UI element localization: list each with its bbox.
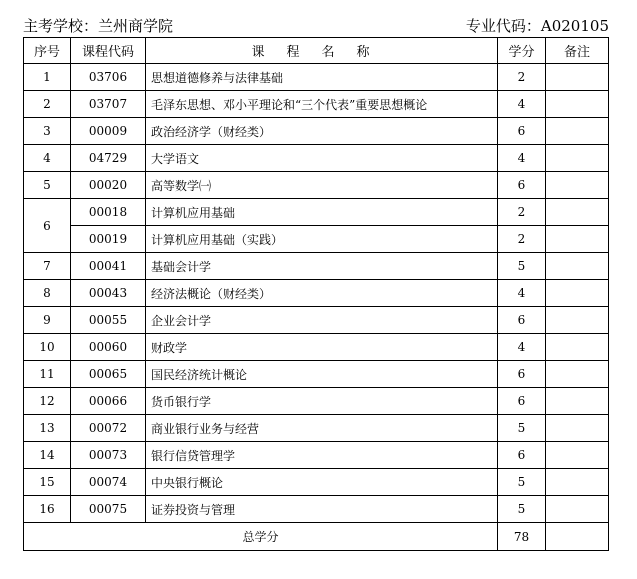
total-label: 总学分 (24, 523, 498, 551)
row-credits: 4 (498, 280, 546, 307)
row-code: 00066 (71, 388, 146, 415)
table-header-row (24, 38, 609, 64)
row-remarks (546, 442, 609, 469)
table-row (24, 64, 609, 91)
table-row (24, 496, 609, 523)
row-credits: 4 (498, 145, 546, 172)
row-remarks (546, 172, 609, 199)
row-code: 03706 (71, 64, 146, 91)
table-row (24, 118, 609, 145)
row-seq: 4 (24, 145, 71, 172)
table-row (24, 307, 609, 334)
row-remarks (546, 388, 609, 415)
table-row (24, 361, 609, 388)
row-remarks (546, 334, 609, 361)
row-name: 企业会计学 (146, 307, 498, 334)
row-seq: 1 (24, 64, 71, 91)
row-remarks (546, 64, 609, 91)
row-seq: 15 (24, 469, 71, 496)
row-code: 03707 (71, 91, 146, 118)
row-name: 货币银行学 (146, 388, 498, 415)
row-credits: 5 (498, 469, 546, 496)
row-seq: 8 (24, 280, 71, 307)
row-name: 毛泽东思想、邓小平理论和“三个代表”重要思想概论 (146, 91, 498, 118)
row-seq: 6 (24, 199, 71, 253)
row-name: 财政学 (146, 334, 498, 361)
row-name: 基础会计学 (146, 253, 498, 280)
row-seq: 7 (24, 253, 71, 280)
row-remarks (546, 280, 609, 307)
row-credits: 6 (498, 361, 546, 388)
header-remarks: 备注 (546, 38, 609, 64)
row-credits: 6 (498, 388, 546, 415)
row-credits: 2 (498, 64, 546, 91)
table-row (24, 145, 609, 172)
row-remarks (546, 145, 609, 172)
table-row (24, 199, 609, 226)
row-remarks (546, 253, 609, 280)
row-name: 大学语文 (146, 145, 498, 172)
row-code: 00043 (71, 280, 146, 307)
row-seq: 3 (24, 118, 71, 145)
table-row (24, 253, 609, 280)
row-code: 00075 (71, 496, 146, 523)
table-row (24, 469, 609, 496)
row-code: 00018 (71, 199, 146, 226)
row-code: 00019 (71, 226, 146, 253)
total-credits: 78 (498, 523, 546, 551)
row-name: 商业银行业务与经营 (146, 415, 498, 442)
row-credits: 4 (498, 91, 546, 118)
row-code: 00060 (71, 334, 146, 361)
row-credits: 4 (498, 334, 546, 361)
row-credits: 6 (498, 307, 546, 334)
course-table (23, 37, 609, 551)
row-name: 银行信贷管理学 (146, 442, 498, 469)
row-name: 证券投资与管理 (146, 496, 498, 523)
row-credits: 5 (498, 253, 546, 280)
row-code: 00065 (71, 361, 146, 388)
row-seq: 2 (24, 91, 71, 118)
row-seq: 12 (24, 388, 71, 415)
row-seq: 10 (24, 334, 71, 361)
row-code: 00055 (71, 307, 146, 334)
row-credits: 2 (498, 199, 546, 226)
table-row (24, 91, 609, 118)
total-row (24, 523, 609, 551)
table-row (24, 226, 609, 253)
row-remarks (546, 199, 609, 226)
row-credits: 5 (498, 415, 546, 442)
row-code: 00072 (71, 415, 146, 442)
row-code: 00073 (71, 442, 146, 469)
row-code: 00020 (71, 172, 146, 199)
row-remarks (546, 118, 609, 145)
row-name: 政治经济学（财经类） (146, 118, 498, 145)
row-credits: 5 (498, 496, 546, 523)
row-name: 计算机应用基础（实践） (146, 226, 498, 253)
row-seq: 16 (24, 496, 71, 523)
row-code: 04729 (71, 145, 146, 172)
header-seq: 序号 (24, 38, 71, 64)
row-code: 00074 (71, 469, 146, 496)
row-code: 00009 (71, 118, 146, 145)
major-code: 专业代码：A020105 (465, 17, 609, 35)
row-seq: 13 (24, 415, 71, 442)
row-seq: 5 (24, 172, 71, 199)
row-name: 经济法概论（财经类） (146, 280, 498, 307)
row-seq: 9 (24, 307, 71, 334)
row-remarks (546, 226, 609, 253)
row-credits: 6 (498, 118, 546, 145)
row-credits: 6 (498, 172, 546, 199)
row-credits: 2 (498, 226, 546, 253)
row-name: 高等数学㈠ (146, 172, 498, 199)
row-seq: 11 (24, 361, 71, 388)
table-row (24, 442, 609, 469)
table-row (24, 334, 609, 361)
table-row (24, 415, 609, 442)
row-credits: 6 (498, 442, 546, 469)
row-remarks (546, 91, 609, 118)
row-name: 思想道德修养与法律基础 (146, 64, 498, 91)
table-row (24, 388, 609, 415)
table-row (24, 280, 609, 307)
row-remarks (546, 415, 609, 442)
row-seq: 14 (24, 442, 71, 469)
row-remarks (546, 307, 609, 334)
row-remarks (546, 361, 609, 388)
header-name: 课程名称 (146, 38, 498, 64)
total-remarks (546, 523, 609, 551)
header-credits: 学分 (498, 38, 546, 64)
row-code: 00041 (71, 253, 146, 280)
row-name: 中央银行概论 (146, 469, 498, 496)
row-name: 国民经济统计概论 (146, 361, 498, 388)
row-name: 计算机应用基础 (146, 199, 498, 226)
table-row (24, 172, 609, 199)
row-remarks (546, 496, 609, 523)
row-remarks (546, 469, 609, 496)
school-title: 主考学校：兰州商学院 (23, 17, 174, 35)
header-code: 课程代码 (71, 38, 146, 64)
